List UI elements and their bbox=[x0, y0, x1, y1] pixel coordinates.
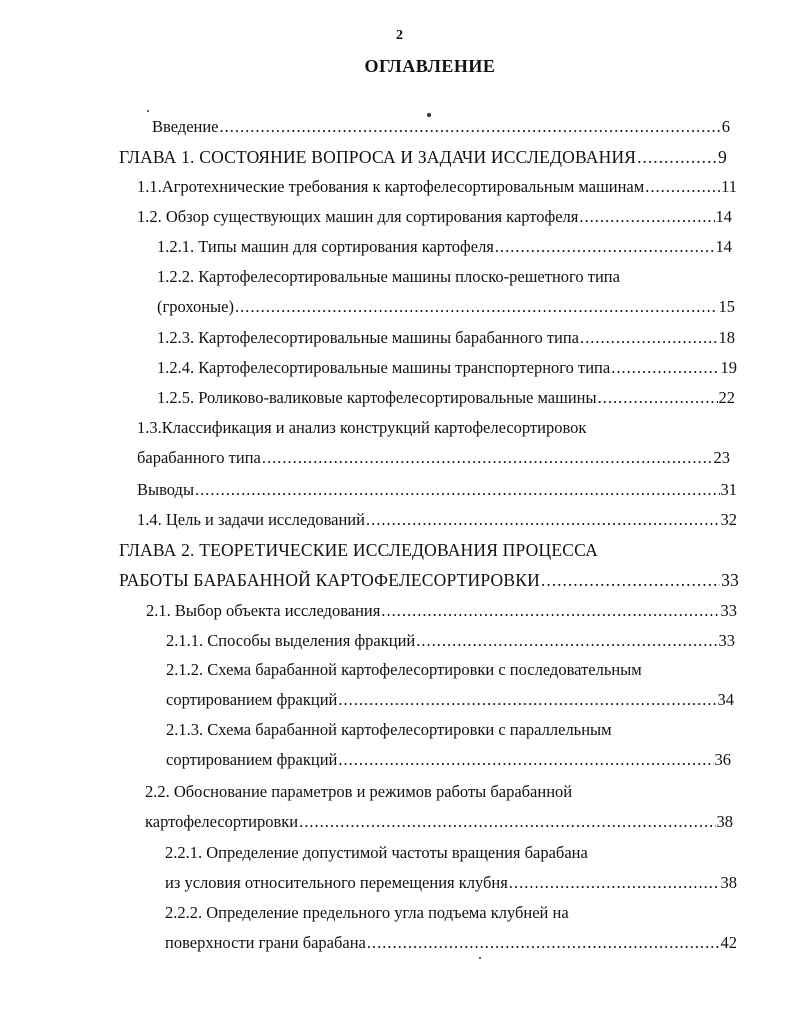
toc-page-number: 15 bbox=[718, 297, 735, 316]
page-number: 2 bbox=[396, 28, 403, 43]
toc-entry-text: сортированием фракций bbox=[166, 750, 338, 769]
toc-entry-1-2-4[interactable] bbox=[157, 358, 737, 378]
toc-entry-text: 1.1.Агротехнические требования к картофелесортировальным машинам bbox=[137, 177, 645, 196]
toc-page-number: 9 bbox=[718, 147, 727, 167]
toc-entry-1-2-3[interactable] bbox=[157, 328, 735, 348]
toc-entry-text: 1.2.3. Картофелесортировальные машины барабанного типа bbox=[157, 328, 580, 347]
toc-entry-conclusions[interactable] bbox=[137, 480, 737, 500]
scan-speck bbox=[147, 110, 149, 112]
toc-entry-2-1-1[interactable] bbox=[166, 631, 735, 651]
toc-page-number: 32 bbox=[720, 510, 737, 529]
toc-entry-2-1[interactable] bbox=[146, 601, 737, 621]
toc-entry-1-2-2-line2[interactable] bbox=[157, 297, 735, 317]
toc-page-number: 33 bbox=[721, 570, 739, 590]
toc-entry-text: барабанного типа bbox=[137, 448, 261, 467]
toc-entry-2-2-1-line2[interactable] bbox=[165, 873, 737, 893]
toc-entry-text: 1.2.4. Картофелесортировальные машины транспортерного типа bbox=[157, 358, 611, 377]
toc-page-number: 11 bbox=[721, 177, 737, 196]
toc-entry-text: сортированием фракций bbox=[166, 690, 338, 709]
toc-leader-dots bbox=[580, 328, 717, 348]
toc-leader-dots bbox=[262, 448, 713, 468]
toc-page-number: 33 bbox=[718, 631, 735, 650]
toc-entry-2-2-1-line1[interactable]: 2.2.1. Определение допустимой частоты вращения барабана bbox=[165, 843, 588, 862]
toc-entry-chapter-1[interactable] bbox=[119, 147, 727, 167]
toc-leader-dots bbox=[495, 237, 715, 257]
toc-leader-dots bbox=[366, 510, 720, 530]
toc-leader-dots bbox=[381, 601, 719, 621]
toc-page-number: 42 bbox=[720, 933, 737, 952]
toc-page-number: 38 bbox=[716, 812, 733, 831]
toc-entry-text: 1.2.5. Роликово-валиковые картофелесортировальные машины bbox=[157, 388, 597, 407]
toc-leader-dots bbox=[611, 358, 719, 378]
toc-leader-dots bbox=[645, 177, 720, 197]
toc-entry-2-1-3-line1[interactable]: 2.1.3. Схема барабанной картофелесортировки с параллельным bbox=[166, 720, 612, 739]
toc-entry-2-1-2-line2[interactable] bbox=[166, 690, 734, 710]
toc-entry-1-2-5[interactable] bbox=[157, 388, 735, 408]
toc-page-number: 33 bbox=[720, 601, 737, 620]
toc-leader-dots bbox=[637, 147, 717, 167]
toc-entry-2-2-line1[interactable]: 2.2. Обоснование параметров и режимов работы барабанной bbox=[145, 782, 573, 801]
toc-leader-dots bbox=[195, 480, 719, 500]
toc-entry-1-2-2-line1[interactable]: 1.2.2. Картофелесортировальные машины плоско-решетного типа bbox=[157, 267, 620, 286]
toc-entry-2-1-3-line2[interactable] bbox=[166, 750, 731, 770]
toc-entry-text: ГЛАВА 1. СОСТОЯНИЕ ВОПРОСА И ЗАДАЧИ ИССЛЕДОВАНИЯ bbox=[119, 147, 637, 167]
toc-entry-2-2-2-line2[interactable] bbox=[165, 933, 737, 953]
toc-page-number: 6 bbox=[721, 117, 730, 136]
toc-entry-1-1[interactable] bbox=[137, 177, 737, 197]
toc-entry-text: картофелесортировки bbox=[145, 812, 299, 831]
toc-page-number: 14 bbox=[715, 207, 732, 226]
toc-entry-text: 1.2.1. Типы машин для сортирования картофеля bbox=[157, 237, 494, 256]
toc-leader-dots bbox=[416, 631, 717, 651]
toc-leader-dots bbox=[338, 750, 713, 770]
toc-entry-text: Введение bbox=[152, 117, 219, 136]
page-title: ОГЛАВЛЕНИЕ bbox=[364, 56, 496, 76]
toc-leader-dots bbox=[367, 933, 720, 953]
toc-page-number: 18 bbox=[718, 328, 735, 347]
toc-leader-dots bbox=[338, 690, 716, 710]
toc-entry-text: 2.1. Выбор объекта исследования bbox=[146, 601, 381, 620]
toc-entry-2-2-line2[interactable] bbox=[145, 812, 733, 832]
toc-leader-dots bbox=[299, 812, 715, 832]
toc-leader-dots bbox=[579, 207, 714, 227]
toc-leader-dots bbox=[220, 117, 721, 137]
scan-speck bbox=[479, 957, 481, 959]
toc-entry-text: РАБОТЫ БАРАБАННОЙ КАРТОФЕЛЕСОРТИРОВКИ bbox=[119, 570, 540, 590]
toc-entry-text: 1.4. Цель и задачи исследований bbox=[137, 510, 365, 529]
toc-leader-dots bbox=[598, 388, 718, 408]
toc-page-number: 14 bbox=[715, 237, 732, 256]
toc-page-number: 34 bbox=[717, 690, 734, 709]
toc-leader-dots bbox=[541, 570, 720, 590]
toc-entry-introduction[interactable] bbox=[152, 117, 730, 137]
toc-entry-2-2-2-line1[interactable]: 2.2.2. Определение предельного угла подъема клубней на bbox=[165, 903, 569, 922]
toc-entry-1-4[interactable] bbox=[137, 510, 737, 530]
toc-entry-chapter-2-line2[interactable] bbox=[119, 570, 739, 590]
toc-entry-text: поверхности грани барабана bbox=[165, 933, 366, 952]
toc-entry-text: из условия относительного перемещения клубня bbox=[165, 873, 508, 892]
toc-leader-dots bbox=[509, 873, 720, 893]
toc-entry-text: Выводы bbox=[137, 480, 195, 499]
toc-entry-text: 1.2. Обзор существующих машин для сортирования картофеля bbox=[137, 207, 579, 226]
toc-entry-1-3-line2[interactable] bbox=[137, 448, 730, 468]
toc-page-number: 19 bbox=[720, 358, 737, 377]
toc-leader-dots bbox=[235, 297, 718, 317]
toc-entry-text: (грохоные) bbox=[157, 297, 234, 316]
toc-page-number: 23 bbox=[713, 448, 730, 467]
toc-page-number: 31 bbox=[720, 480, 737, 499]
toc-entry-1-2[interactable] bbox=[137, 207, 732, 227]
toc-entry-chapter-2-line1[interactable]: ГЛАВА 2. ТЕОРЕТИЧЕСКИЕ ИССЛЕДОВАНИЯ ПРОЦЕССА bbox=[119, 540, 598, 560]
toc-page-number: 22 bbox=[718, 388, 735, 407]
toc-entry-1-3-line1[interactable]: 1.3.Классификация и анализ конструкций картофелесортировок bbox=[137, 418, 587, 437]
toc-page-number: 38 bbox=[720, 873, 737, 892]
toc-entry-text: 2.1.1. Способы выделения фракций bbox=[166, 631, 416, 650]
toc-entry-1-2-1[interactable] bbox=[157, 237, 732, 257]
scan-speck bbox=[427, 113, 431, 117]
toc-page-number: 36 bbox=[714, 750, 731, 769]
toc-entry-2-1-2-line1[interactable]: 2.1.2. Схема барабанной картофелесортировки с последовательным bbox=[166, 660, 642, 679]
